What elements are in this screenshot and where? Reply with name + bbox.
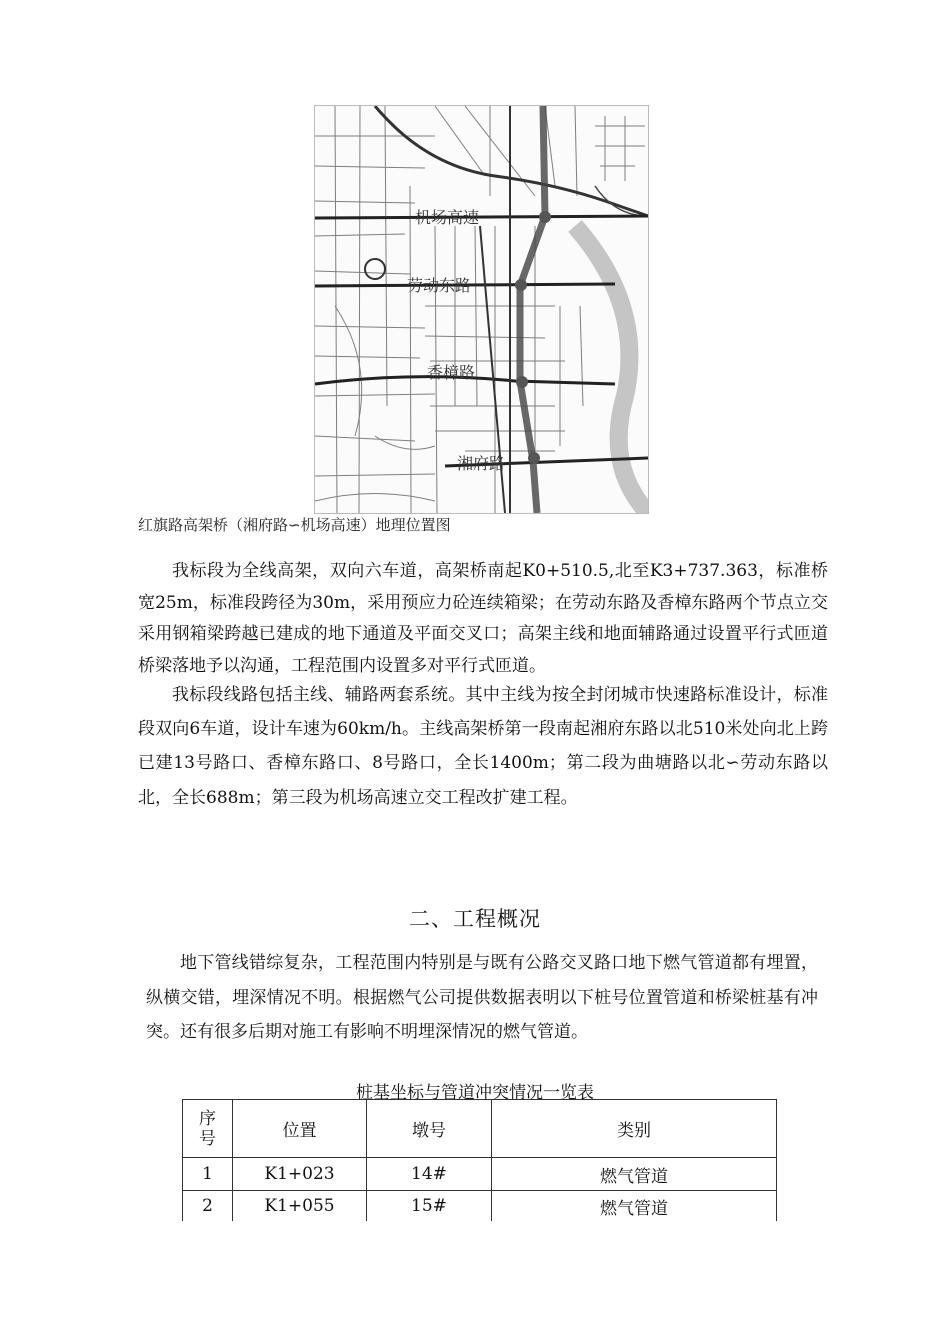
map-label-laodong-east-road: 劳动东路 — [407, 276, 472, 295]
header-seq — [183, 1100, 233, 1158]
hongqi-viaduct — [520, 106, 545, 513]
header-seq-line2: 号 — [199, 1128, 216, 1149]
interchange-node-xiangfu — [528, 452, 540, 464]
map-label-airport-expressway: 机场高速 — [415, 208, 480, 227]
body-paragraph-1: 我标段为全线高架，双向六车道，高架桥南起K0+510.5,北至K3+737.363，标准桥宽25m，标准段跨径为30m，采用预应力砼连续箱梁；在劳动东路及香樟东路两个节点立交采用钢箱梁跨越已建成的地下通道及平面交叉口；高架主线和地面辅路通过设置平行式匝道桥梁落地予以沟通，工程范围内设置多对平行式匝道。 — [138, 561, 828, 676]
cell-category: 燃气管道 — [492, 1158, 777, 1191]
table-header-row — [183, 1100, 777, 1158]
cell-pier: 14# — [367, 1158, 492, 1191]
map-caption: 红旗路高架桥（湘府路∽机场高速）地理位置图 — [138, 516, 451, 534]
body-paragraph-2: 我标段线路包括主线、辅路两套系统。其中主线为按全封闭城市快速路标准设计，标准段双向6车道，设计车速为60km/h。主线高架桥第一段南起湘府东路以北510米处向北上跨已建13号路口、香樟东路口、8号路口，全长1400m；第二段为曲塘路以北∽劳动东路以北，全长688m；第三段为机场高速立交工程改扩建工程。 — [138, 685, 828, 808]
interchange-node-xiangzhang — [516, 376, 528, 388]
table-title: 桩基坐标与管道冲突情况一览表 — [356, 1083, 594, 1103]
map-label-xiangzhang-road: 香樟路 — [427, 363, 476, 382]
section-paragraph: 地下管线错综复杂，工程范围内特别是与既有公路交叉路口地下燃气管道都有埋置，纵横交错，埋深情况不明。根据燃气公司提供数据表明以下桩号位置管道和桥梁桩基有冲突。还有很多后期对施工有影响不明埋深情况的燃气管道。 — [146, 953, 818, 1042]
header-category: 类别 — [492, 1100, 777, 1158]
cell-seq: 2 — [183, 1191, 233, 1222]
airport-expressway-road — [315, 216, 648, 218]
location-map — [314, 105, 649, 514]
interchange-node-airport — [539, 211, 551, 223]
cell-position: K1+055 — [233, 1191, 367, 1222]
cell-category: 燃气管道 — [492, 1191, 777, 1222]
conflict-table — [182, 1099, 777, 1221]
header-position: 位置 — [233, 1100, 367, 1158]
header-seq-line1: 序 — [199, 1108, 216, 1129]
cell-position: K1+023 — [233, 1158, 367, 1191]
interchange-node-laodong — [515, 279, 527, 291]
section-heading: 二、工程概况 — [409, 907, 541, 931]
cell-seq: 1 — [183, 1158, 233, 1191]
cell-pier: 15# — [367, 1191, 492, 1222]
header-pier: 墩号 — [367, 1100, 492, 1158]
table-row — [183, 1158, 777, 1191]
roundabout — [365, 259, 385, 279]
river — [575, 226, 648, 513]
table-row — [183, 1191, 777, 1222]
map-label-xiangfu-road: 湘府路 — [457, 454, 506, 473]
road-network-map — [315, 106, 648, 513]
minor-roads — [315, 106, 645, 513]
